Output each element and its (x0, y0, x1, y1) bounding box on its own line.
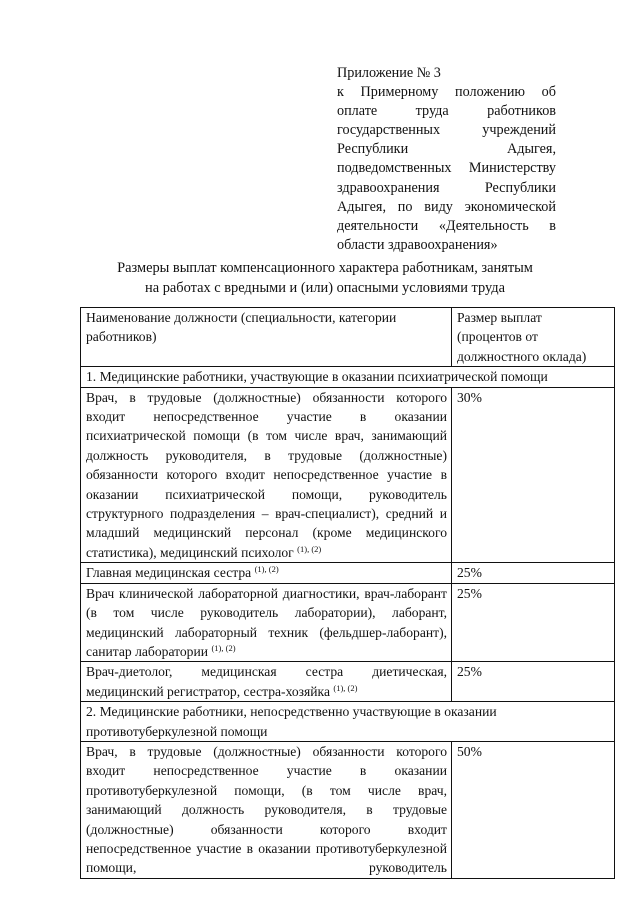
section-title: 1. Медицинские работники, участвующие в оказании психиатрической помощи (81, 367, 615, 387)
table-row (81, 741, 615, 878)
table-row (81, 662, 615, 702)
appendix-line: подведомственных Министерству (337, 160, 556, 177)
header-position: Наименование должности (специальности, категории работников) (81, 308, 452, 367)
section-title: 2. Медицинские работники, непосредственно участвующие в оказании противотуберкулезной помощи (81, 702, 615, 742)
payments-table (80, 307, 615, 879)
amount-cell: 25% (452, 563, 615, 583)
section-row (81, 367, 615, 387)
position-cell (81, 583, 452, 662)
appendix-line: к Примерному положению об (337, 84, 556, 101)
position-text: Врач, в трудовые (должностные) обязанности которого входит непосредственное участие в оказании психиатрической помощи (в том числе врач, занимающий должность руководителя, в трудовые (должностные) обязанности которого входит непосредственное участие в оказании психиатрической помощи, руководитель структурного подразделения – врач-специалист), средний и младший медицинский персонал (кроме медицинского статистика), медицинский психолог (86, 389, 447, 560)
heading-line-2: на работах с вредными и (или) опасными условиями труда (145, 280, 505, 296)
table-header-row (81, 308, 615, 367)
amount-cell: 30% (452, 387, 615, 563)
footnote-ref: (1), (2) (254, 564, 279, 575)
position-cell (81, 563, 452, 583)
amount-cell: 25% (452, 662, 615, 702)
document-heading (60, 258, 590, 298)
header-amount: Размер выплат (процентов от должностного оклада) (452, 308, 615, 367)
position-text: Врач-диетолог, медицинская сестра диетическая, медицинский регистратор, сестра-хозяйка (86, 664, 447, 699)
appendix-line: области здравоохранения» (337, 236, 498, 253)
position-text: Врач клинической лабораторной диагностики, врач-лаборант (в том числе руководитель лаборатории), лаборант, медицинский лабораторный техник (фельдшер-лаборант), санитар лаборатории (86, 585, 447, 659)
appendix-line: деятельности «Деятельность в (337, 217, 556, 234)
amount-cell: 50% (452, 741, 615, 878)
footnote-ref: (1), (2) (333, 682, 358, 693)
position-text: Главная медицинская сестра (86, 565, 252, 581)
appendix-line: Республики Адыгея, (337, 141, 556, 158)
heading-line-1: Размеры выплат компенсационного характера работникам, занятым (117, 260, 533, 276)
position-cell (81, 387, 452, 563)
appendix-line: здравоохранения Республики (337, 179, 556, 196)
appendix-line: оплате труда работников (337, 103, 556, 120)
table-row (81, 387, 615, 563)
section-row (81, 702, 615, 742)
appendix-line: Адыгея, по виду экономической (337, 198, 556, 215)
table-row (81, 583, 615, 662)
footnote-ref: (1), (2) (211, 642, 236, 653)
footnote-ref: (1), (2) (297, 543, 322, 554)
position-text: Врач, в трудовые (должностные) обязанности которого входит непосредственное участие в оказании противотуберкулезной помощи, (в том числе врач, занимающий должность руководителя, в трудовые (должностные) обязанности которого входит непосредственное участие в оказании противотуберкулезной помощи, руководитель (86, 743, 447, 876)
position-cell (81, 662, 452, 702)
amount-cell: 25% (452, 583, 615, 662)
appendix-line: Приложение № 3 (337, 65, 441, 81)
appendix-line: государственных учреждений (337, 122, 556, 139)
table-row (81, 563, 615, 583)
appendix-reference (337, 64, 556, 255)
position-cell (81, 741, 452, 878)
